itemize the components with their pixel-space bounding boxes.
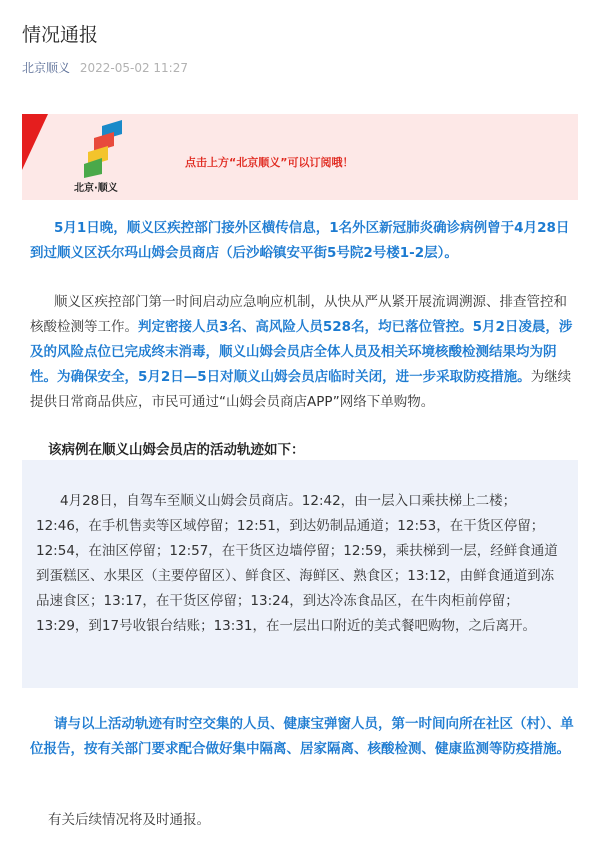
activity-track-paragraph: 4月28日，自驾车至顺义山姆会员商店。12:42，由一层入口乘扶梯上二楼；12:46，在手机售卖等区域停留；12:51，到达奶制品通道；12:53，在干货区停留；12:54，在油区停留；12:57，在干货区边墙停留；12:59，乘扶梯到一层，经鲜食通道到蛋糕区、水果区（主要停留区）、鲜食区、海鲜区、熟食区；13:12，由鲜食通道到冻品速食区；13:17，在干货区停留；13:24，到达冷冻食品区，在牛肉柜前停留；13:29，到17号收银台结账；13:31，在一层出口附近的美式餐吧购物，之后离开。 — [36, 493, 558, 634]
notice-paragraph: 请与以上活动轨迹有时空交集的人员、健康宝弹窗人员，第一时间向所在社区（村）、单位报告，按有关部门要求配合做好集中隔离、居家隔离、核酸检测、健康监测等防疫措施。 — [30, 716, 574, 757]
article-meta — [22, 59, 188, 76]
article-title: 情况通报 — [22, 24, 99, 46]
lead-paragraph: 5月1日晚，顺义区疾控部门接外区横传信息，1名外区新冠肺炎确诊病例曾于4月28日到过顺义区沃尔玛山姆会员商店（后沙峪镇安平街5号院2号楼1-2层）。 — [30, 220, 570, 261]
author-link[interactable]: 北京顺义 — [22, 61, 71, 75]
closing-paragraph: 有关后续情况将及时通报。 — [48, 812, 210, 828]
subscribe-prompt: 点击上方“北京顺义”可以订阅哦！ — [185, 156, 354, 169]
response-text-c: 为继续提供日常商品供应，市民可通过“山姆会员商店APP”网络下单购物。 — [30, 369, 572, 410]
logo-text: 北京·顺义 — [74, 183, 118, 194]
subscribe-banner — [22, 114, 578, 200]
banner-corner-ribbon — [22, 114, 48, 170]
response-text-highlight: 判定密接人员3名、高风险人员528名，均已落位管控。5月2日凌晨，涉及的风险点位已完成终末消毒，顺义山姆会员店全体人员及相关环境核酸检测结果均为阴性。为确保安全，5月2日—5日对顺义山姆会员店临时关闭，进一步采取防疫措施。 — [30, 319, 573, 385]
publish-time: 2022-05-02 11:27 — [79, 61, 188, 75]
track-heading: 该病例在顺义山姆会员店的活动轨迹如下： — [48, 442, 305, 458]
beijing-shunyi-logo-icon — [80, 118, 128, 178]
response-text-a: 顺义区疾控部门第一时间启动应急响应机制，从快从严从紧开展流调溯源、排查管控和核酸检测等工作。 — [30, 294, 567, 335]
response-paragraph — [30, 290, 578, 415]
